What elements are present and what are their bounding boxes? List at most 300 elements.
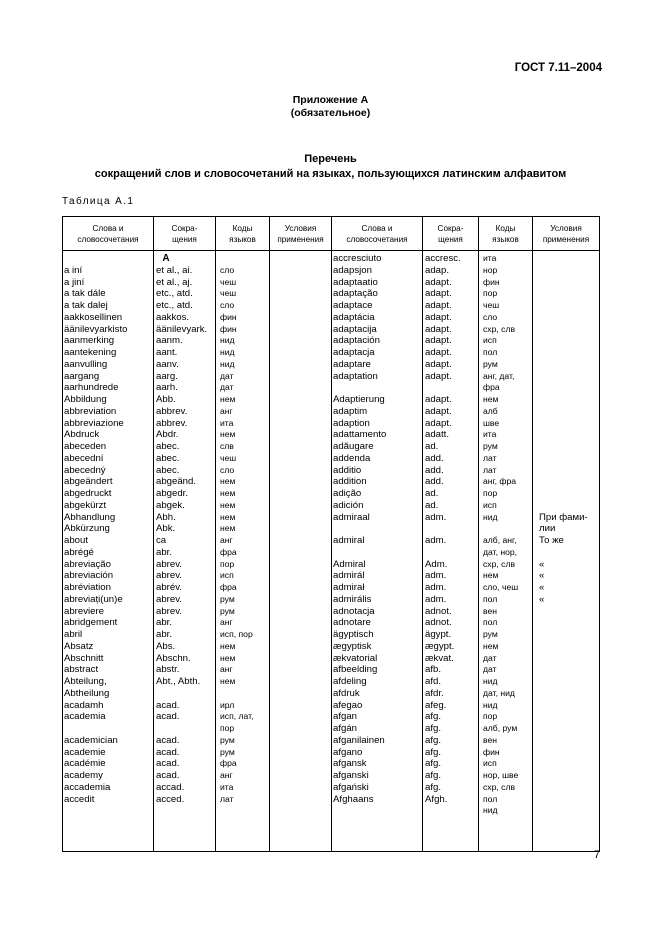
cell-left-words: aanvulling [64, 358, 108, 370]
cell-right-conditions: « [539, 558, 545, 570]
cell-left-abbr: abr. [156, 629, 173, 640]
cell-left-codes: ита [220, 417, 234, 428]
cell-right-codes: нид [483, 676, 498, 686]
annex-title: Приложение А [292, 94, 369, 106]
cell-right-abbr: adapt. [425, 323, 452, 335]
cell-left-words: académie [64, 758, 106, 770]
cell-left-codes: пор [220, 558, 235, 569]
cell-left-abbr: äänilevyark. [156, 323, 208, 335]
cell-right-abbr: adapt. [425, 311, 452, 323]
cell-left-codes: исп, лат, [220, 711, 254, 722]
cell-left-abbr: abbrev. [156, 405, 188, 417]
header-codes-right: Коды языков [479, 217, 533, 251]
right-abbr-column [423, 251, 478, 805]
cell-left-abbr: acad. [156, 699, 180, 711]
cell-right-conditions [533, 488, 599, 500]
cell-right-words: ægyptisk [333, 640, 372, 652]
cell-right-conditions [533, 394, 599, 406]
cell-left-abbr: abr. [156, 617, 173, 629]
cell-right-words: afganski [333, 770, 369, 781]
cell-left-words: a jiní [64, 276, 85, 288]
cell-left-abbr: Abschn. [156, 652, 191, 664]
cell-left-codes: рум [220, 593, 235, 604]
cell-right-conditions [533, 371, 599, 383]
cell-left-codes: дат [220, 382, 234, 393]
cell-left-abbr: abrev. [156, 570, 182, 582]
cell-right-abbr: adapt. [425, 370, 452, 382]
cell-right-abbr: afb. [425, 664, 442, 676]
cell-right-words: adapsjon [333, 264, 372, 276]
cell-right-conditions [533, 418, 599, 430]
cell-right-codes: рум [483, 358, 498, 369]
cell-right-words: Afghaans [333, 793, 374, 805]
cell-right-abbr: Afgh. [425, 793, 448, 805]
cell-right-abbr: adm. [425, 582, 447, 593]
cell-left-words: abbreviation [64, 405, 117, 417]
cell-left-abbr: acced. [156, 793, 185, 805]
cell-right-codes: исп [483, 499, 497, 510]
cell-left-words [63, 723, 153, 735]
cell-right-codes: алб [483, 405, 498, 416]
cell-left-abbr: etc., atd. [156, 300, 193, 311]
cell-right-conditions [533, 253, 599, 265]
cell-right-conditions [533, 406, 599, 418]
cell-right-conditions [533, 547, 599, 559]
cell-left-abbr: abec. [156, 452, 180, 464]
section-letter: А [162, 253, 170, 264]
cell-right-codes: фин [483, 746, 500, 757]
cell-right-conditions [533, 382, 599, 394]
cell-right-words: afgański [333, 781, 369, 793]
cell-right-words: adaptácia [333, 311, 375, 323]
cell-left-words: aarhundrede [64, 382, 119, 394]
cell-left-words: accedit [64, 793, 95, 805]
cell-right-words [332, 382, 422, 394]
cell-left-words: academician [64, 734, 118, 746]
cell-right-words: admirál [333, 570, 365, 582]
cell-left-codes [216, 688, 269, 700]
cell-right-words: accresciuto [333, 253, 382, 264]
cell-left-words: abridgement [64, 617, 118, 629]
cell-right-abbr [423, 382, 478, 394]
abbreviations-table [62, 216, 600, 852]
cell-right-abbr: Adm. [425, 558, 448, 570]
cell-right-conditions: При фами- [539, 511, 588, 523]
right-codes-column [479, 251, 532, 817]
cell-right-abbr: adm. [425, 511, 447, 523]
cell-left-abbr: etc., atd. [156, 288, 193, 300]
cell-right-abbr: afdr. [425, 687, 444, 699]
cell-right-abbr: adapt. [425, 276, 452, 288]
cell-left-codes: исп [220, 570, 234, 581]
header-words-left: Слова и словосочетания [63, 217, 154, 251]
cell-right-codes: пол [483, 617, 498, 628]
cell-left-words: about [64, 535, 89, 546]
cell-left-abbr: Abk. [156, 523, 176, 535]
cell-right-codes: пор [483, 288, 498, 299]
cell-left-abbr: Abt., Abth. [156, 676, 201, 687]
cell-left-codes: нид [220, 347, 235, 357]
cell-left-codes: лат [220, 793, 234, 804]
cell-right-abbr: afg. [425, 758, 442, 770]
cell-right-words: adattamento [333, 429, 387, 441]
cell-right-words: addenda [333, 452, 371, 464]
cell-left-codes: нид [220, 335, 235, 346]
cell-left-words: abreviați(un)e [64, 593, 123, 605]
cell-left-words: Abbildung [64, 394, 107, 405]
cell-right-codes: алб, анг, [483, 535, 517, 545]
cell-right-conditions [533, 359, 599, 371]
cell-right-abbr: add. [425, 464, 444, 476]
cell-left-codes: чеш [220, 276, 237, 287]
cell-right-words: admirał [333, 582, 365, 593]
cell-left-abbr: abec. [156, 441, 180, 452]
cell-left-abbr: abrev. [156, 558, 182, 570]
cell-left-words: abbreviazione [64, 417, 124, 429]
cell-right-words: afdeling [333, 676, 367, 687]
cell-right-words: adnotacja [333, 605, 375, 617]
cell-right-conditions [533, 288, 599, 300]
cell-right-codes: дат [483, 664, 497, 675]
cell-right-abbr: ægypt. [425, 640, 455, 652]
cell-right-words: ækvatorial [333, 652, 378, 664]
cell-left-words: äänilevyarkisto [64, 323, 128, 335]
cell-right-words: afganilainen [333, 734, 385, 746]
cell-left-codes: чеш [220, 288, 237, 299]
cell-left-words: academia [64, 711, 106, 723]
cell-left-words: abecední [64, 452, 104, 464]
left-words-column [63, 251, 170, 805]
header-abbr-right: Сокра- щения [423, 217, 479, 251]
cell-left-abbr: aarg. [156, 370, 178, 382]
cell-left-words: abrégé [64, 546, 94, 558]
cell-left-words: aargang [64, 370, 100, 382]
cell-left-abbr: acad. [156, 711, 180, 723]
cell-left-abbr: aanm. [156, 335, 183, 347]
cell-left-abbr: abrev. [156, 605, 182, 617]
header-abbr-left: Сокра- щения [154, 217, 216, 251]
cell-left-abbr: abr. [156, 546, 173, 558]
cell-right-abbr: adatt. [425, 429, 450, 441]
cell-right-codes: нор [483, 264, 498, 275]
cell-right-abbr: ad. [425, 441, 439, 452]
cell-right-conditions [533, 277, 599, 289]
header-codes-left: Коды языков [216, 217, 270, 251]
cell-left-codes: нем [220, 676, 236, 686]
cell-right-conditions: « [539, 582, 545, 593]
cell-left-codes: ирл [220, 699, 235, 710]
cell-right-abbr: ägypt. [425, 629, 452, 640]
header-conditions-left: Условия применения [270, 217, 332, 251]
cell-left-codes: нем [220, 652, 236, 663]
cell-left-words: Abteilung, [64, 676, 107, 687]
page-number: 7 [593, 849, 600, 861]
cell-right-words: afgansk [333, 758, 367, 770]
cell-right-conditions: « [539, 593, 545, 605]
cell-right-conditions: То же [539, 535, 564, 546]
cell-left-words: aantekening [64, 347, 117, 358]
cell-left-abbr: et al., ai. [156, 264, 193, 276]
cell-left-abbr: et al., aj. [156, 276, 193, 288]
cell-left-words: Abdruck [64, 429, 100, 441]
table-header-row [63, 217, 600, 251]
cell-left-abbr: aant. [156, 347, 178, 358]
cell-left-codes: нем [220, 394, 236, 404]
cell-right-abbr [423, 547, 478, 559]
cell-right-abbr: adnot. [425, 605, 452, 617]
cell-left-words: abeceden [64, 441, 107, 452]
cell-right-codes: дат, нид [483, 687, 515, 698]
cell-left-words: abreviere [64, 605, 104, 617]
cell-left-codes: фра [220, 582, 237, 592]
cell-left-words: a tak dále [64, 288, 106, 300]
cell-right-codes: нид [483, 699, 498, 710]
cell-right-abbr: adapt. [425, 394, 452, 405]
cell-right-codes: вен [483, 734, 497, 745]
cell-right-conditions: лии [539, 523, 556, 535]
cell-right-words [332, 523, 422, 535]
cell-right-codes: пор [483, 711, 498, 722]
cell-left-abbr: abgedr. [156, 488, 189, 499]
cell-right-codes: ита [483, 429, 497, 440]
cell-left-abbr: Abb. [156, 394, 176, 405]
cell-left-words: abril [64, 629, 83, 640]
cell-left-codes: нем [220, 476, 236, 487]
cell-right-codes: алб, рум [483, 723, 518, 733]
cell-right-words: ägyptisch [333, 629, 374, 640]
cell-right-codes: лат [483, 464, 497, 475]
cell-right-codes: ита [483, 253, 497, 263]
cell-right-abbr: ad. [425, 488, 439, 499]
cell-left-words: abgedruckt [64, 488, 112, 499]
table-label: Таблица А.1 [62, 196, 135, 207]
cell-right-abbr [423, 523, 478, 535]
cell-right-words: adición [333, 499, 364, 511]
cell-right-words: adaptace [333, 300, 373, 311]
cell-right-codes: чеш [483, 300, 500, 310]
cell-left-words: Abtheilung [64, 687, 110, 699]
cell-left-words: a iní [64, 264, 83, 276]
cell-right-words: adaptaatio [333, 276, 378, 288]
cell-left-words: aanmerking [64, 335, 115, 347]
cell-left-codes: исп, пор [220, 629, 253, 639]
cell-left-codes: анг [220, 770, 233, 780]
cell-left-words: a tak dalej [64, 300, 108, 311]
cell-right-conditions [533, 429, 599, 441]
cell-right-codes: нид [483, 805, 498, 816]
cell-right-abbr: adnot. [425, 617, 452, 629]
cell-left-codes: нем [220, 511, 236, 522]
cell-left-words: abecedný [64, 464, 106, 476]
cell-left-words: abreviación [64, 570, 114, 582]
cell-right-codes: нем [483, 570, 499, 581]
cell-left-codes: нем [220, 523, 236, 534]
cell-left-codes: рум [220, 746, 235, 757]
cell-right-abbr: adm. [425, 593, 447, 605]
cell-right-words: adição [333, 488, 362, 499]
cell-right-abbr: add. [425, 452, 444, 464]
cell-right-conditions [533, 465, 599, 477]
cell-right-codes: схр, слв [483, 781, 516, 792]
cell-right-abbr: adapt. [425, 347, 452, 358]
cell-right-abbr: adapt. [425, 300, 452, 311]
cell-right-conditions [533, 453, 599, 465]
cell-right-codes: лат [483, 452, 497, 463]
cell-right-words: adaptación [333, 335, 380, 347]
cell-right-codes: дат [483, 652, 497, 663]
cell-right-abbr: adapt. [425, 405, 452, 417]
cell-left-codes: фин [220, 311, 237, 322]
cell-right-abbr: ad. [425, 499, 439, 511]
cell-left-codes: анг [220, 535, 233, 545]
cell-left-words: abstract [64, 664, 99, 676]
cell-left-abbr: Abs. [156, 640, 176, 652]
cell-left-abbr: aakkos. [156, 311, 190, 323]
cell-left-abbr: aarh. [156, 382, 178, 394]
cell-right-conditions [533, 335, 599, 347]
cell-left-words: accademia [64, 781, 111, 793]
cell-left-codes: анг [220, 664, 233, 675]
cell-right-codes: нид [483, 511, 498, 522]
header-words-right: Слова и словосочетания [332, 217, 423, 251]
list-subtitle: сокращений слов и словосочетаний на языках, пользующихся латинским алфавитом [94, 168, 567, 180]
cell-right-words: admiral [333, 535, 365, 546]
left-abbr-column [154, 251, 215, 805]
cell-right-abbr: adapt. [425, 417, 452, 429]
cell-right-abbr: afg. [425, 781, 442, 793]
cell-left-abbr: accad. [156, 781, 185, 793]
cell-right-abbr: add. [425, 476, 444, 488]
cell-right-words [332, 547, 422, 559]
cell-left-codes: нем [220, 640, 236, 651]
cell-right-words: admirális [333, 593, 372, 605]
list-title: Перечень [304, 153, 357, 165]
cell-left-codes: рум [220, 605, 235, 616]
cell-left-abbr: abstr. [156, 664, 180, 676]
cell-right-codes: схр, слв [483, 323, 516, 334]
cell-left-codes: нем [220, 488, 236, 498]
cell-right-words: additio [333, 464, 362, 476]
cell-right-abbr: adapt. [425, 335, 452, 347]
cell-right-abbr: afg. [425, 734, 442, 746]
cell-left-codes: рум [220, 734, 235, 745]
cell-left-codes: чеш [220, 452, 237, 463]
cell-left-codes: сло [220, 264, 235, 275]
cell-left-words: academy [64, 770, 103, 781]
cell-left-abbr: Abdr. [156, 429, 179, 441]
cell-right-codes: фин [483, 276, 500, 287]
right-words-column [332, 251, 422, 805]
cell-right-words: adăugare [333, 441, 374, 452]
document-code: ГОСТ 7.11–2004 [514, 62, 602, 74]
cell-left-abbr: abec. [156, 464, 180, 476]
cell-right-conditions [533, 476, 599, 488]
cell-right-abbr: accresc. [425, 253, 461, 264]
cell-left-codes: пор [220, 723, 235, 733]
cell-left-abbr: acad. [156, 734, 180, 746]
cell-left-codes: дат [220, 370, 234, 381]
cell-right-abbr: afd. [425, 676, 442, 687]
cell-right-words: adaptação [333, 288, 378, 300]
cell-right-conditions [533, 324, 599, 336]
cell-right-codes: сло [483, 311, 498, 322]
cell-right-codes: нор, шве [483, 770, 519, 780]
cell-right-codes: схр, слв [483, 558, 516, 569]
cell-left-words: acadamh [64, 699, 104, 711]
cell-right-words: adaptacja [333, 347, 375, 358]
cell-right-words: afgán [333, 723, 358, 734]
cell-right-abbr: adap. [425, 264, 450, 276]
cell-left-abbr: aanv. [156, 358, 179, 370]
cell-right-words: adaptare [333, 358, 371, 370]
cell-left-words: abreviação [64, 558, 111, 570]
cell-left-words: Absatz [64, 640, 94, 652]
cell-right-words: adnotare [333, 617, 371, 629]
cell-right-words: adaptim [333, 405, 368, 417]
cell-left-words: aakkosellinen [64, 311, 123, 323]
cell-right-codes: пор [483, 488, 498, 498]
annex-note: (обязательное) [290, 107, 371, 119]
cell-left-codes: слв [220, 441, 234, 451]
cell-left-codes: анг [220, 617, 233, 628]
cell-right-words: Adaptierung [333, 394, 385, 405]
cell-right-abbr: adm. [425, 535, 447, 546]
cell-right-codes: исп [483, 335, 497, 346]
cell-left-abbr: abbrev. [156, 417, 188, 429]
cell-right-codes: пол [483, 793, 498, 804]
cell-right-words: addition [333, 476, 367, 488]
cell-right-codes: сло, чеш [483, 582, 519, 592]
cell-right-codes: исп [483, 758, 497, 769]
cell-right-codes: дат, нор, [483, 546, 518, 557]
cell-right-conditions [533, 265, 599, 277]
cell-left-words: Abhandlung [64, 511, 116, 523]
cell-left-abbr [154, 723, 215, 735]
cell-left-codes: нем [220, 499, 236, 510]
cell-left-abbr: ca [156, 535, 167, 546]
cell-right-codes: анг, фра [483, 476, 517, 487]
cell-right-codes: пол [483, 347, 498, 357]
cell-right-conditions [533, 347, 599, 359]
cell-right-codes: фра [483, 382, 500, 393]
cell-right-abbr: afg. [425, 711, 442, 723]
cell-left-abbr: abrév. [156, 582, 182, 593]
cell-right-conditions [533, 441, 599, 453]
cell-right-abbr: adapt. [425, 288, 452, 300]
cell-left-abbr: acad. [156, 746, 180, 758]
cell-left-codes: фра [220, 546, 237, 557]
cell-left-abbr: abgeänd. [156, 476, 197, 488]
cell-right-abbr: afeg. [425, 699, 447, 711]
cell-right-conditions [533, 300, 599, 312]
cell-right-abbr: ækvat. [425, 652, 454, 664]
cell-right-codes: вен [483, 605, 497, 616]
cell-right-words: afegao [333, 699, 363, 711]
cell-left-abbr: Abh. [156, 511, 176, 523]
cell-left-abbr: acad. [156, 758, 180, 770]
cell-right-abbr: adm. [425, 570, 447, 582]
cell-left-codes: сло [220, 300, 235, 310]
cell-right-abbr: afg. [425, 746, 442, 758]
cell-right-codes: анг, дат, [483, 370, 515, 381]
cell-left-codes: нем [220, 429, 236, 440]
cell-left-words: Abkürzung [64, 523, 110, 535]
left-codes-column [216, 251, 269, 805]
cell-right-conditions [533, 500, 599, 512]
cell-right-conditions: « [539, 570, 545, 582]
cell-right-codes: шве [483, 417, 500, 428]
cell-left-abbr [154, 688, 215, 700]
